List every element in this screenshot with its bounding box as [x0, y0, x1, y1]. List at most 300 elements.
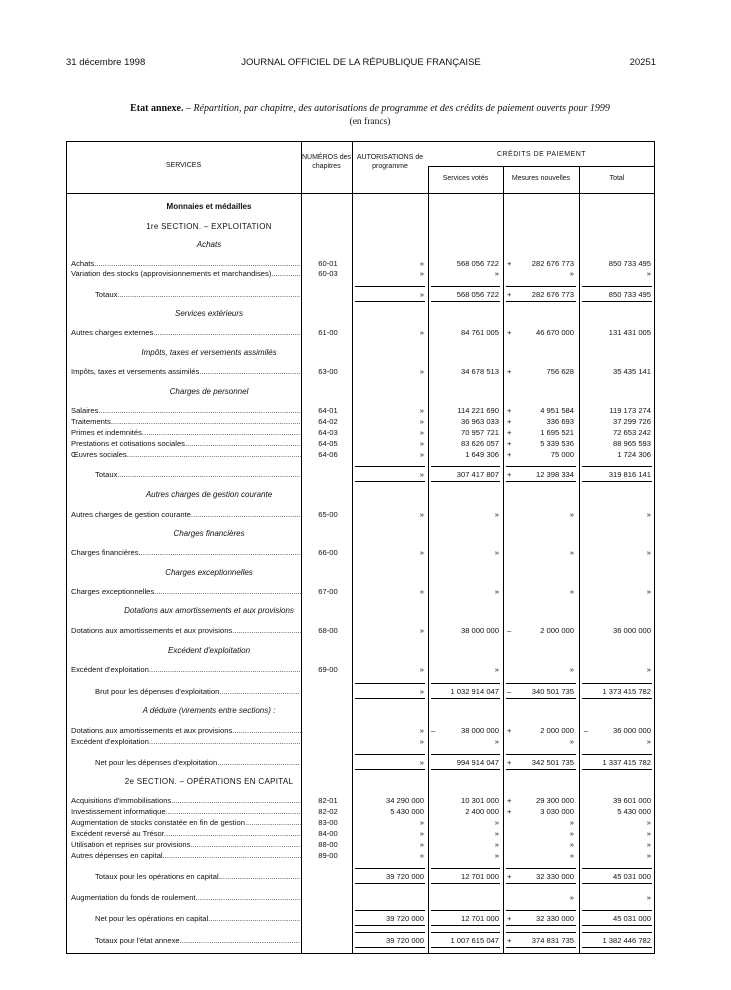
section-heading [0, 606, 731, 615]
subtotal-rule [582, 754, 652, 755]
sign: + [507, 439, 512, 448]
total-value: 88 965 593 [612, 439, 651, 448]
autorisations-value: » [419, 687, 424, 696]
table-row [0, 840, 731, 849]
subtotal-rule [506, 932, 576, 933]
section-heading-text: Charges exceptionnelles [165, 568, 253, 577]
col-header-credits: CRÉDITS DE PAIEMENT [496, 151, 587, 158]
table-row [0, 510, 731, 519]
autorisations-value: 39 720 000 [385, 936, 424, 945]
autorisations-value: » [419, 406, 424, 415]
total-value: » [646, 548, 651, 557]
chapter-number: 67-00 [318, 587, 338, 596]
services-votes-value: 568 056 722 [456, 259, 499, 268]
sign: – [584, 726, 589, 735]
mesures-nouvelles-value: 2 000 000 [540, 726, 574, 735]
mesures-nouvelles-value: 282 676 773 [531, 290, 574, 299]
subtotal-rule [355, 466, 425, 467]
autorisations-value: » [419, 259, 424, 268]
section-heading-text: A déduire (virements entre sections) : [142, 706, 276, 715]
subtotal-rule [582, 466, 652, 467]
autorisations-value: » [419, 328, 424, 337]
services-votes-value: » [494, 840, 499, 849]
col-header-services-votes: Services votés [442, 175, 489, 182]
subtotal-rule [355, 481, 425, 482]
subtotal-rule [431, 286, 500, 287]
services-votes-value: 12 701 000 [460, 872, 499, 881]
chapter-number: 64-05 [318, 439, 338, 448]
services-votes-value: 38 000 000 [460, 726, 499, 735]
total-value: 119 173 274 [609, 406, 651, 415]
section-heading-text: 2e SECTION. – OPÉRATIONS EN CAPITAL [124, 777, 294, 786]
row-label: Acquisitions d'immobilisations ..... [71, 796, 301, 805]
subtotal-rule [431, 683, 500, 684]
row-label: Investissement informatique ..... [71, 807, 301, 816]
chapter-number: 64-02 [318, 417, 338, 426]
row-label: Œuvres sociales ..... [71, 450, 301, 459]
services-votes-value: 1 649 306 [465, 450, 499, 459]
services-votes-value: 70 957 721 [460, 428, 499, 437]
section-heading-text: Autres charges de gestion courante [145, 490, 273, 499]
table-row [0, 328, 731, 337]
total-value: » [646, 510, 651, 519]
sign: + [507, 406, 512, 415]
sign: + [507, 428, 512, 437]
section-heading [0, 202, 731, 211]
chapter-number: 65-00 [318, 510, 338, 519]
autorisations-value: 39 720 000 [385, 914, 424, 923]
autorisations-value: » [419, 840, 424, 849]
header-journal-title: JOURNAL OFFICIEL DE LA RÉPUBLIQUE FRANÇAISE [241, 57, 481, 68]
title-italic: Répartition, par chapitre, des autorisations de programme et des crédits de paiement ouverts pour 1999 [193, 103, 610, 114]
total-value: » [646, 851, 651, 860]
section-heading-text: 1re SECTION. – EXPLOITATION [146, 222, 272, 231]
subtotal-rule [355, 698, 425, 699]
row-label: Achats ..... [71, 259, 301, 268]
services-votes-value: » [494, 510, 499, 519]
subtotal-rule [506, 769, 576, 770]
subtotal-rule [582, 932, 652, 933]
autorisations-value: » [419, 851, 424, 860]
section-heading [0, 646, 731, 655]
row-label: Excédent d'exploitation ..... [71, 665, 301, 674]
total-value: » [646, 665, 651, 674]
table-row [0, 367, 731, 376]
section-heading-text: Excédent d'exploitation [167, 646, 251, 655]
mesures-nouvelles-value: » [569, 893, 574, 902]
subtotal-rule [431, 868, 500, 869]
sign: + [507, 290, 512, 299]
sign: + [507, 417, 512, 426]
table-row [0, 269, 731, 278]
total-value: 1 382 446 782 [602, 936, 651, 945]
table-row [0, 818, 731, 827]
total-value: 72 653 242 [612, 428, 651, 437]
header-date: 31 décembre 1998 [66, 57, 146, 68]
table-row [0, 587, 731, 596]
section-heading-text: Achats [196, 240, 222, 249]
row-label: Dotations aux amortissements et aux provisions ..... [71, 626, 301, 635]
total-value: » [646, 893, 651, 902]
total-value: 36 000 000 [612, 626, 651, 635]
mesures-nouvelles-value: » [569, 840, 574, 849]
sign: + [507, 450, 512, 459]
autorisations-value: » [419, 737, 424, 746]
services-votes-value: 83 626 057 [460, 439, 499, 448]
subtotal-rule [582, 925, 652, 926]
total-value: 36 000 000 [612, 726, 651, 735]
row-label: Net pour les opérations en capital ..... [95, 914, 300, 923]
mesures-nouvelles-value: 29 300 000 [535, 796, 574, 805]
autorisations-value: » [419, 470, 424, 479]
table-row [0, 796, 731, 805]
autorisations-value: 34 290 000 [385, 796, 424, 805]
subtotal-rule [355, 754, 425, 755]
sign: + [507, 914, 512, 923]
mesures-nouvelles-value: » [569, 548, 574, 557]
table-row [0, 417, 731, 426]
row-label: Primes et indemnités ..... [71, 428, 301, 437]
services-votes-value: 1 032 914 047 [450, 687, 499, 696]
subtotal-rule [582, 683, 652, 684]
total-value: 5 430 000 [617, 807, 651, 816]
mesures-nouvelles-value: » [569, 269, 574, 278]
col-header-numeros: NUMÉROS des chapitres [301, 154, 351, 170]
section-heading [0, 490, 731, 499]
subtotal-rule [582, 883, 652, 884]
section-heading [0, 568, 731, 577]
table-row [0, 758, 731, 767]
chapter-number: 83-00 [318, 818, 338, 827]
autorisations-value: » [419, 665, 424, 674]
table-row [0, 737, 731, 746]
subtotal-rule [506, 754, 576, 755]
table-row [0, 665, 731, 674]
subtotal-rule [355, 301, 425, 302]
services-votes-value: 10 301 000 [460, 796, 499, 805]
services-votes-value: 1 007 615 047 [450, 936, 499, 945]
mesures-nouvelles-value: 336 693 [546, 417, 574, 426]
sign: + [507, 328, 512, 337]
autorisations-value: » [419, 548, 424, 557]
subtotal-rule [506, 683, 576, 684]
header-subdivider [428, 166, 655, 167]
services-votes-value: » [494, 851, 499, 860]
chapter-number: 63-00 [318, 367, 338, 376]
total-value: 39 601 000 [612, 796, 651, 805]
subtotal-rule [582, 301, 652, 302]
total-value: » [646, 269, 651, 278]
services-votes-value: » [494, 818, 499, 827]
chapter-number: 60-03 [318, 269, 338, 278]
subtotal-rule [431, 932, 500, 933]
subtotal-rule [431, 925, 500, 926]
header-bottom-line [66, 193, 655, 194]
chapter-number: 64-06 [318, 450, 338, 459]
mesures-nouvelles-value: 282 676 773 [531, 259, 574, 268]
subtotal-rule [355, 932, 425, 933]
section-heading-text: Charges de personnel [169, 387, 249, 396]
autorisations-value: » [419, 818, 424, 827]
mesures-nouvelles-value: 32 330 000 [535, 872, 574, 881]
total-value: 850 733 495 [608, 259, 651, 268]
autorisations-value: » [419, 428, 424, 437]
row-label: Totaux pour l'état annexe ..... [95, 936, 300, 945]
sign: + [507, 726, 512, 735]
total-value: 131 431 005 [608, 328, 651, 337]
autorisations-value: » [419, 626, 424, 635]
sign: – [507, 687, 512, 696]
mesures-nouvelles-value: 32 330 000 [535, 914, 574, 923]
subtotal-rule [355, 910, 425, 911]
subtotal-rule [582, 769, 652, 770]
sign: – [507, 626, 512, 635]
chapter-number: 64-01 [318, 406, 338, 415]
sign: – [431, 726, 436, 735]
services-votes-value: » [494, 269, 499, 278]
table-row [0, 687, 731, 696]
total-value: 45 031 000 [612, 914, 651, 923]
title-dash: – [183, 103, 194, 114]
subtotal-rule [431, 769, 500, 770]
services-votes-value: 38 000 000 [460, 626, 499, 635]
services-votes-value: 36 963 033 [460, 417, 499, 426]
row-label: Augmentation de stocks constatée en fin de gestion ..... [71, 818, 301, 827]
row-label: Utilisation et reprises sur provisions ..... [71, 840, 301, 849]
subtotal-rule [355, 883, 425, 884]
chapter-number: 60-01 [318, 259, 338, 268]
total-value: » [646, 737, 651, 746]
row-label: Variation des stocks (approvisionnements et marchandises) ..... [71, 269, 301, 278]
autorisations-value: » [419, 758, 424, 767]
col-header-mesures-nouvelles: Mesures nouvelles [511, 175, 571, 182]
total-value: 37 299 726 [612, 417, 651, 426]
table-row [0, 807, 731, 816]
sign: + [507, 936, 512, 945]
table-row [0, 439, 731, 448]
table-row [0, 872, 731, 881]
mesures-nouvelles-value: 2 000 000 [540, 626, 574, 635]
chapter-number: 82-02 [318, 807, 338, 816]
page-header [66, 57, 656, 71]
subtotal-rule [582, 698, 652, 699]
mesures-nouvelles-value: 12 398 334 [535, 470, 574, 479]
table-row [0, 259, 731, 268]
section-heading [0, 240, 731, 249]
total-value: 1 724 306 [617, 450, 651, 459]
section-heading-text: Dotations aux amortissements et aux provisions [124, 606, 294, 615]
section-heading [0, 529, 731, 538]
subtotal-rule [506, 466, 576, 467]
total-value: 35 435 141 [612, 367, 651, 376]
subtotal-rule [431, 466, 500, 467]
chapter-number: 69-00 [318, 665, 338, 674]
subtotal-rule [506, 698, 576, 699]
section-heading-text: Services extérieurs [174, 309, 244, 318]
mesures-nouvelles-value: » [569, 851, 574, 860]
mesures-nouvelles-value: 340 501 735 [531, 687, 574, 696]
autorisations-value: » [419, 829, 424, 838]
section-heading [0, 777, 731, 786]
unit-note: (en francs) [349, 117, 391, 127]
total-value: 1 337 415 782 [602, 758, 651, 767]
row-label: Salaires ..... [71, 406, 301, 415]
autorisations-value: 39 720 000 [385, 872, 424, 881]
mesures-nouvelles-value: 3 030 000 [540, 807, 574, 816]
subtotal-rule [431, 947, 500, 948]
subtotal-rule [431, 481, 500, 482]
table-row [0, 470, 731, 479]
services-votes-value: » [494, 737, 499, 746]
chapter-number: 64-03 [318, 428, 338, 437]
title-bold: Etat annexe. [130, 103, 184, 114]
subtotal-rule [582, 868, 652, 869]
subtotal-rule [355, 947, 425, 948]
subtotal-rule [355, 683, 425, 684]
row-label: Dotations aux amortissements et aux provisions ..... [71, 726, 301, 735]
row-label: Augmentation du fonds de roulement ..... [71, 893, 301, 902]
row-label: Autres charges externes ..... [71, 328, 301, 337]
table-row [0, 626, 731, 635]
mesures-nouvelles-value: » [569, 587, 574, 596]
table-row [0, 893, 731, 902]
subtotal-rule [506, 301, 576, 302]
mesures-nouvelles-value: 46 670 000 [535, 328, 574, 337]
mesures-nouvelles-value: 75 000 [550, 450, 574, 459]
mesures-nouvelles-value: » [569, 818, 574, 827]
table-row [0, 829, 731, 838]
row-label: Net pour les dépenses d'exploitation ..... [95, 758, 300, 767]
row-label: Brut pour les dépenses d'exploitation ..... [95, 687, 300, 696]
sign: + [507, 758, 512, 767]
subtotal-rule [506, 286, 576, 287]
table-row [0, 548, 731, 557]
services-votes-value: 307 417 807 [456, 470, 499, 479]
col-header-autorisations: AUTORISATIONS de programme [356, 154, 424, 170]
services-votes-value: » [494, 829, 499, 838]
services-votes-value: 34 678 513 [460, 367, 499, 376]
chapter-number: 84-00 [318, 829, 338, 838]
section-heading-text: Charges financières [173, 529, 245, 538]
sign: + [507, 470, 512, 479]
sign: + [507, 872, 512, 881]
autorisations-value: 5 430 000 [390, 807, 424, 816]
sign: + [507, 259, 512, 268]
subtotal-rule [506, 883, 576, 884]
row-label: Traitements ..... [71, 417, 301, 426]
total-value: » [646, 818, 651, 827]
total-value: 850 733 495 [608, 290, 651, 299]
autorisations-value: » [419, 269, 424, 278]
services-votes-value: 2 400 000 [465, 807, 499, 816]
row-label: Excédent d'exploitation ..... [71, 737, 301, 746]
document-title [60, 103, 680, 114]
services-votes-value: » [494, 548, 499, 557]
table-row [0, 914, 731, 923]
mesures-nouvelles-value: » [569, 737, 574, 746]
subtotal-rule [582, 481, 652, 482]
sign: + [507, 807, 512, 816]
col-header-total: Total [609, 175, 625, 182]
table-row [0, 406, 731, 415]
subtotal-rule [506, 925, 576, 926]
mesures-nouvelles-value: 5 339 536 [540, 439, 574, 448]
table-row [0, 450, 731, 459]
mesures-nouvelles-value: » [569, 665, 574, 674]
subtotal-rule [506, 910, 576, 911]
autorisations-value: » [419, 510, 424, 519]
subtotal-rule [431, 883, 500, 884]
subtotal-rule [355, 286, 425, 287]
total-value: 1 373 415 782 [602, 687, 651, 696]
autorisations-value: » [419, 726, 424, 735]
subtotal-rule [506, 947, 576, 948]
services-votes-value: 84 761 005 [460, 328, 499, 337]
row-label: Charges financières ..... [71, 548, 301, 557]
autorisations-value: » [419, 290, 424, 299]
row-label: Totaux ..... [95, 470, 300, 479]
autorisations-value: » [419, 417, 424, 426]
row-label: Autres dépenses en capital ..... [71, 851, 301, 860]
row-label: Excédent reversé au Trésor ..... [71, 829, 301, 838]
table-row [0, 290, 731, 299]
mesures-nouvelles-value: 342 501 735 [531, 758, 574, 767]
chapter-number: 89-00 [318, 851, 338, 860]
table-row [0, 851, 731, 860]
mesures-nouvelles-value: 374 831 735 [531, 936, 574, 945]
subtotal-rule [431, 754, 500, 755]
section-heading [0, 348, 731, 357]
total-value: » [646, 587, 651, 596]
total-value: » [646, 840, 651, 849]
total-value: 319 816 141 [608, 470, 651, 479]
table-row [0, 726, 731, 735]
row-label: Charges exceptionnelles ..... [71, 587, 301, 596]
subtotal-rule [431, 301, 500, 302]
chapter-number: 88-00 [318, 840, 338, 849]
autorisations-value: » [419, 450, 424, 459]
mesures-nouvelles-value: 4 951 584 [540, 406, 574, 415]
chapter-number: 61-00 [318, 328, 338, 337]
section-heading-text: Monnaies et médailles [166, 202, 252, 211]
row-label: Totaux ..... [95, 290, 300, 299]
section-heading-text: Impôts, taxes et versements assimilés [141, 348, 277, 357]
services-votes-value: 12 701 000 [460, 914, 499, 923]
services-votes-value: 568 056 722 [456, 290, 499, 299]
row-label: Prestations et cotisations sociales ..... [71, 439, 301, 448]
chapter-number: 82-01 [318, 796, 338, 805]
mesures-nouvelles-value: 1 695 521 [540, 428, 574, 437]
autorisations-value: » [419, 587, 424, 596]
subtotal-rule [506, 481, 576, 482]
row-label: Autres charges de gestion courante ..... [71, 510, 301, 519]
subtotal-rule [355, 925, 425, 926]
header-page-number: 20251 [629, 57, 656, 68]
mesures-nouvelles-value: » [569, 510, 574, 519]
mesures-nouvelles-value: » [569, 829, 574, 838]
subtotal-rule [355, 769, 425, 770]
subtotal-rule [431, 698, 500, 699]
row-label: Totaux pour les opérations en capital ..... [95, 872, 300, 881]
autorisations-value: » [419, 439, 424, 448]
autorisations-value: » [419, 367, 424, 376]
services-votes-value: 114 221 690 [457, 406, 499, 415]
row-label: Impôts, taxes et versements assimilés ..... [71, 367, 301, 376]
subtotal-rule [582, 947, 652, 948]
section-heading [0, 387, 731, 396]
section-heading [0, 706, 731, 715]
subtotal-rule [506, 868, 576, 869]
